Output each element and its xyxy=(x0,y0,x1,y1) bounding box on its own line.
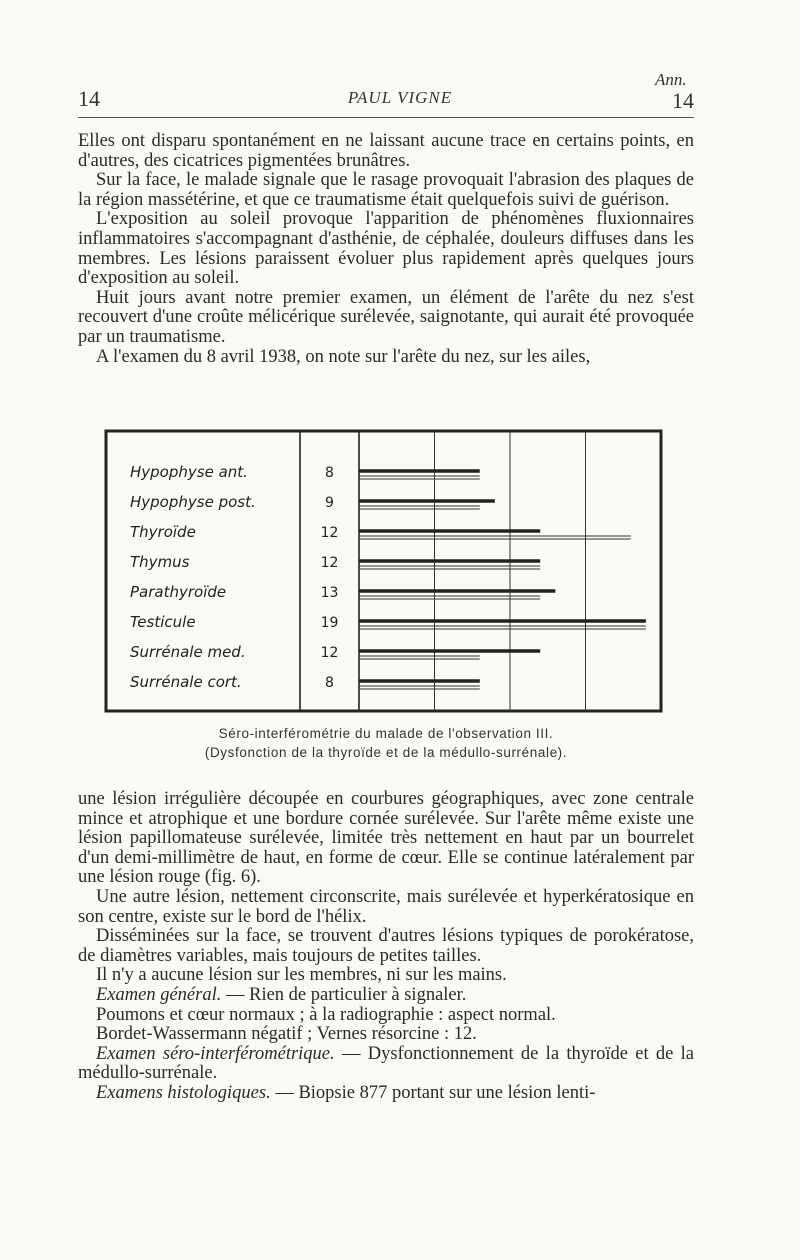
row-value-label: 9 xyxy=(325,495,334,511)
paragraph: Elles ont disparu spontanément en ne laissant aucune trace en certains points, en d'autres, des cicatrices pigmentées brunâtres. xyxy=(78,131,694,171)
exam-general xyxy=(78,986,694,1006)
exam-general-text: — Rien de particulier à signaler. xyxy=(221,984,467,1005)
paragraph: Huit jours avant notre premier examen, un élément de l'arête du nez s'est recouvert d'une croûte mélicérique surélevée, saignotante, qui aurait été provoquée par un traumatisme. xyxy=(78,287,694,347)
exam-general-label: Examen général. xyxy=(96,984,222,1005)
page-number-right: 14 xyxy=(672,88,694,113)
paragraph: Il n'y a aucune lésion sur les membres, ni sur les mains. xyxy=(96,965,507,986)
row-label: Surrénale med. xyxy=(130,643,246,661)
row-value-label: 12 xyxy=(320,525,339,541)
exam-histo xyxy=(78,1084,694,1104)
header-rule xyxy=(78,117,694,118)
paragraph: A l'examen du 8 avril 1938, on note sur l'arête du nez, sur les ailes, xyxy=(96,346,591,367)
sero-interferometry-chart xyxy=(104,427,664,715)
row-label: Testicule xyxy=(130,613,196,631)
exam-histo-label: Examens histologiques. xyxy=(96,1082,271,1103)
exam-histo-text: — Biopsie 877 portant sur une lésion lenti- xyxy=(270,1082,596,1103)
exam-sero xyxy=(78,1045,694,1084)
paragraph: Disséminées sur la face, se trouvent d'autres lésions typiques de porokératose, de diamètres variables, mais toujours de petites tailles. xyxy=(78,926,694,966)
row-label: Hypophyse post. xyxy=(130,493,256,511)
row-value-label: 8 xyxy=(325,465,334,481)
chart-svg xyxy=(104,427,664,715)
paragraph: L'exposition au soleil provoque l'apparition de phénomènes fluxionnaires inflammatoires s'accompagnant d'asthénie, de céphalée, douleurs diffuses dans les membres. Les lésions paraissent évoluer plus rapidement après quelques jours d'exposition au soleil. xyxy=(78,209,694,289)
row-label: Parathyroïde xyxy=(130,583,227,601)
caption-line-2: (Dysfonction de la thyroïde et de la médullo-surrénale). xyxy=(204,745,568,760)
paragraph: une lésion irrégulière découpée en courbures géographiques, avec zone centrale mince et atrophique et une bordure cornée surélevée. Sur l'arête même existe une lésion papillomateuse surélevée, limitée très nettement en haut par un bourrelet d'un demi-millimètre de haut, en forme de cœur. Elle se continue latéralement par une lésion rouge (fig. 6). xyxy=(78,789,694,888)
exam-sero-text: — Dysfonctionnement de la thyroïde et de la médullo-surrénale. xyxy=(78,1043,695,1084)
row-label: Thymus xyxy=(130,553,190,571)
row-value-label: 19 xyxy=(320,615,339,631)
row-label: Surrénale cort. xyxy=(130,673,242,691)
figure-caption xyxy=(78,724,694,762)
row-value-label: 13 xyxy=(320,585,339,601)
body-text-top xyxy=(78,132,694,367)
paragraph: Une autre lésion, nettement circonscrite, mais surélevée et hyperkératosique en son centre, existe sur le bord de l'hélix. xyxy=(78,886,694,927)
row-value-label: 8 xyxy=(325,675,334,691)
caption-line-1: Séro-interférométrie du malade de l'observation III. xyxy=(218,726,554,741)
row-value-label: 12 xyxy=(320,555,339,571)
row-label: Hypophyse ant. xyxy=(130,463,248,481)
body-text-bottom xyxy=(78,790,694,1104)
margin-annotation: Ann. xyxy=(655,70,687,89)
paragraph: Sur la face, le malade signale que le rasage provoquait l'abrasion des plaques de la région massétérine, et que ce traumatisme était quelquefois suivi de guérison. xyxy=(78,170,694,210)
exam-lungs: Poumons et cœur normaux ; à la radiographie : aspect normal. xyxy=(96,1004,556,1025)
row-label: Thyroïde xyxy=(130,523,196,541)
row-value-label: 12 xyxy=(320,645,339,661)
page-number-left: 14 xyxy=(78,86,100,111)
exam-sero-label: Examen séro-interférométrique. xyxy=(96,1043,335,1064)
exam-bw: Bordet-Wassermann négatif ; Vernes résorcine : 12. xyxy=(96,1024,477,1045)
running-title: PAUL VIGNE xyxy=(347,88,453,107)
